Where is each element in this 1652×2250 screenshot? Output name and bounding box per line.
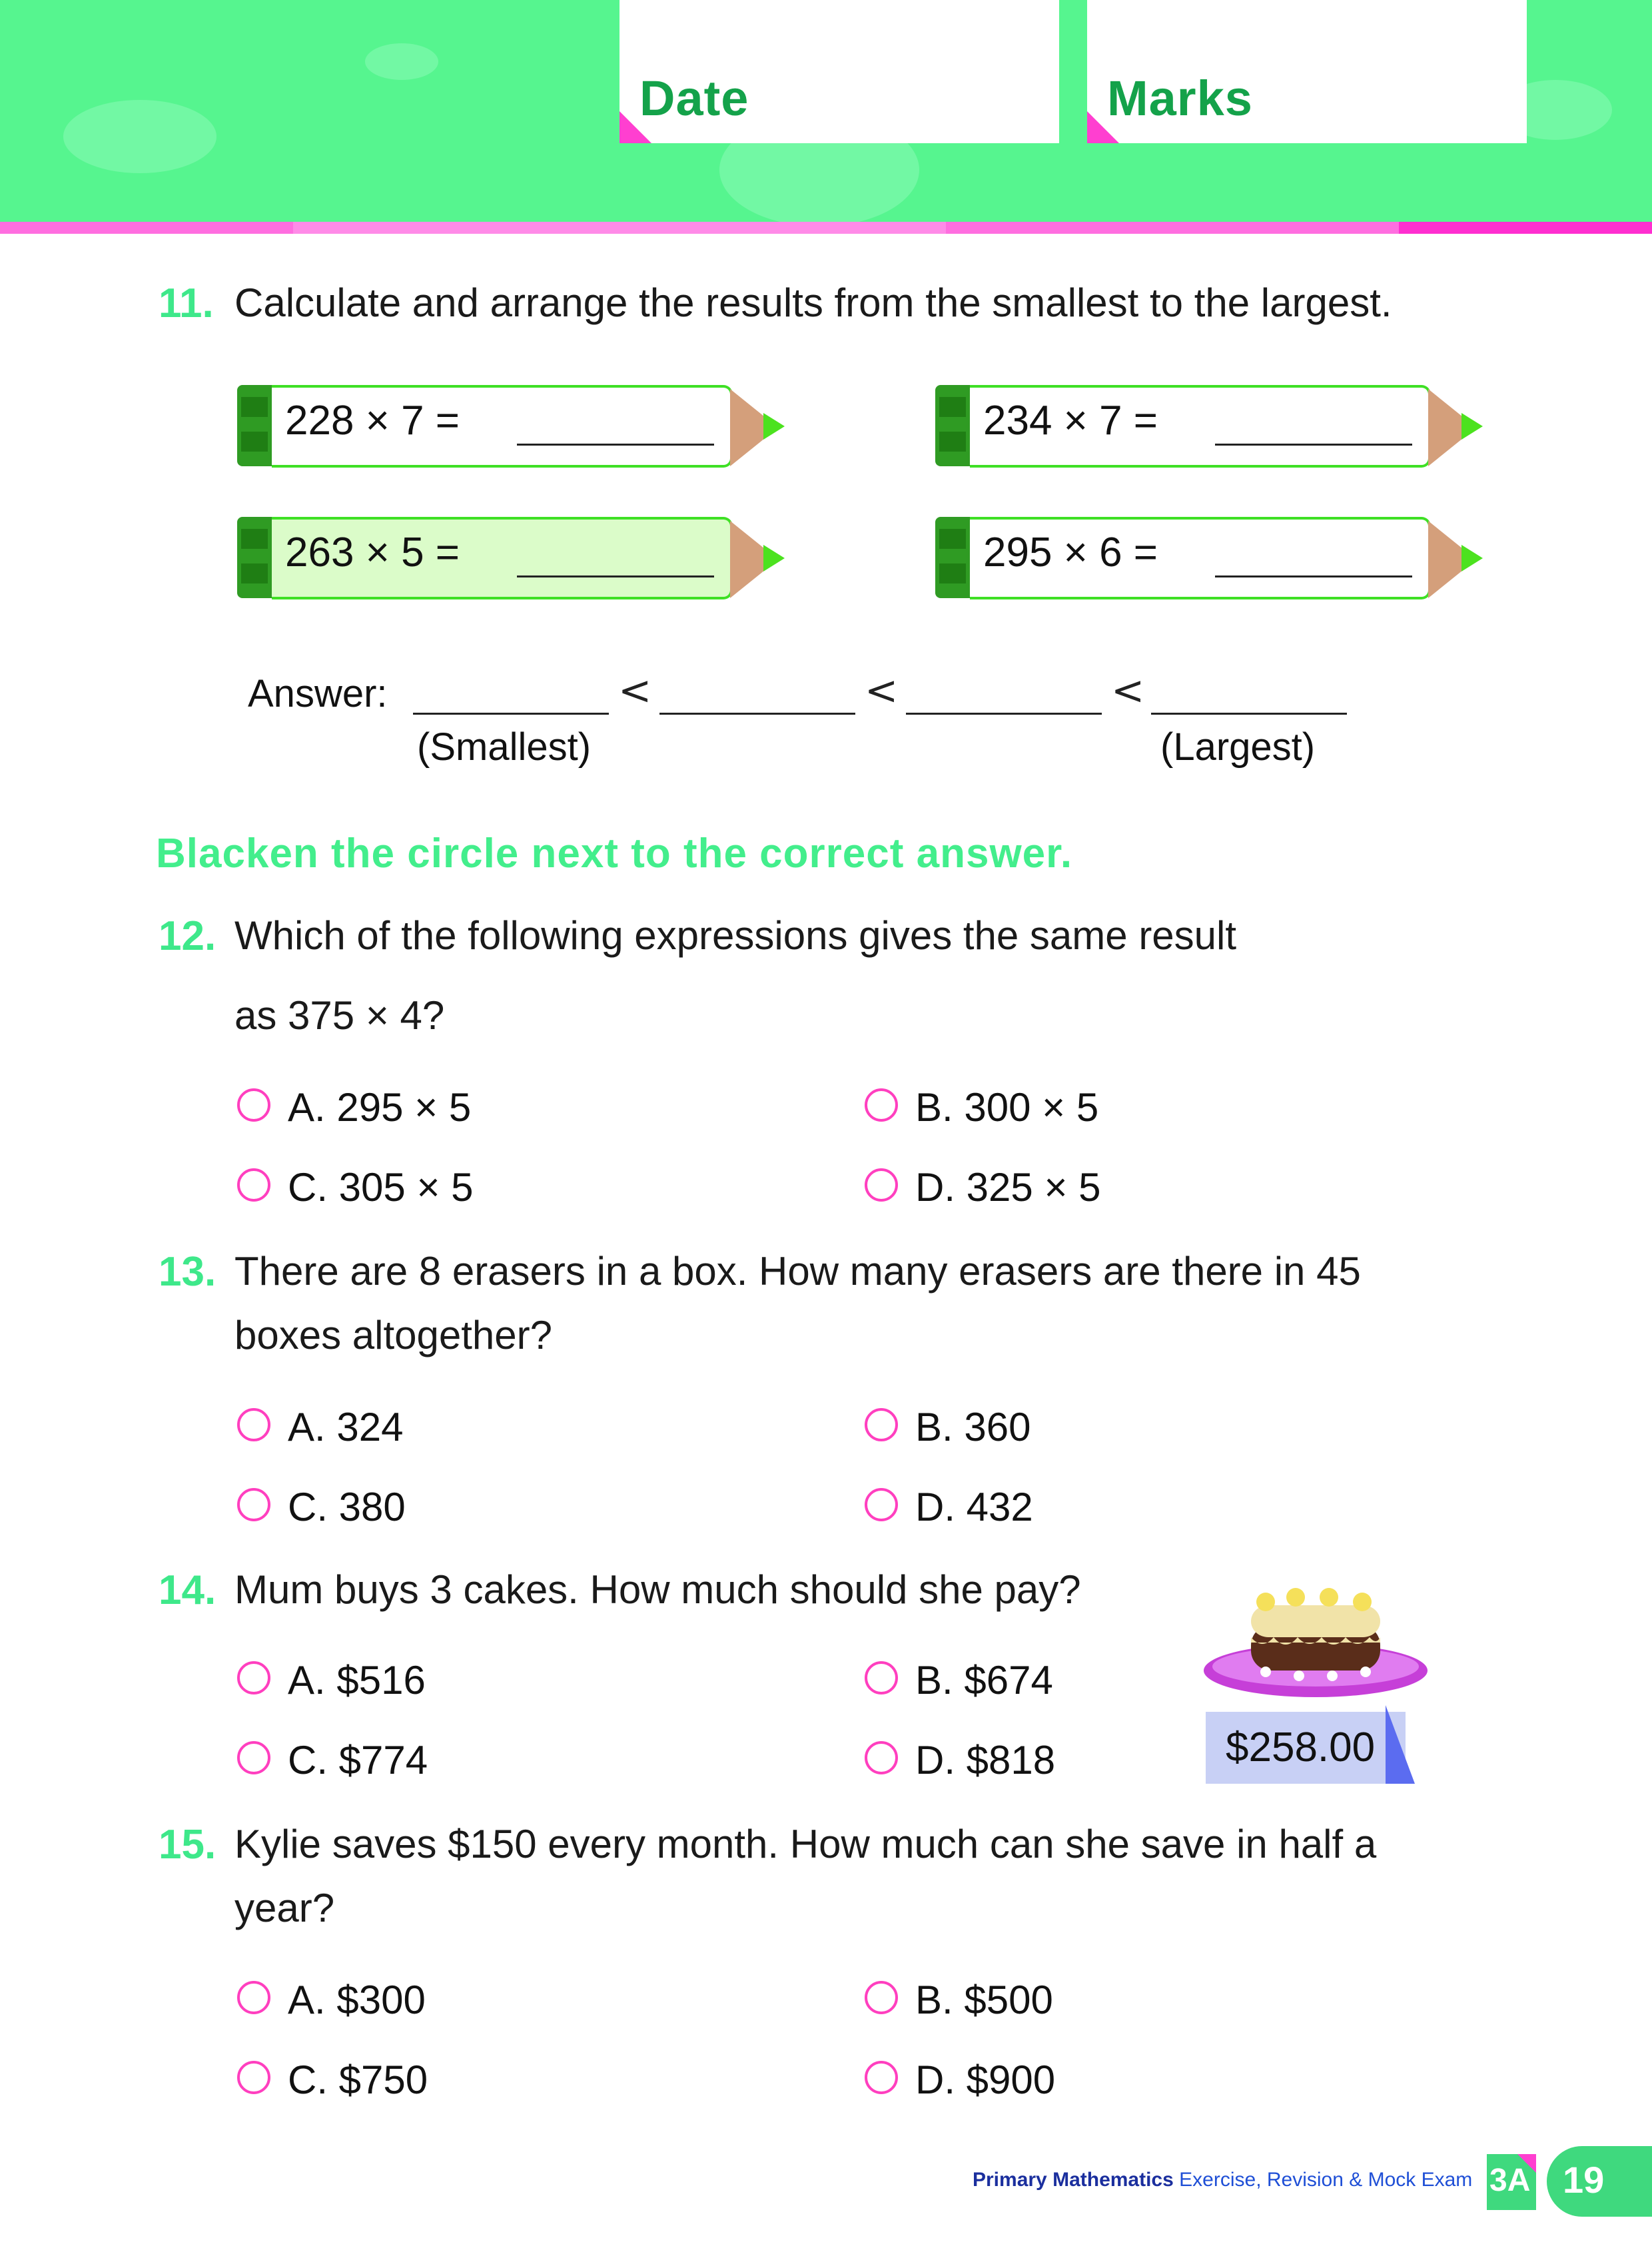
expression-text: 228 × 7 = bbox=[285, 398, 460, 444]
answer-blank[interactable] bbox=[659, 713, 855, 715]
answer-blank[interactable] bbox=[517, 575, 714, 577]
answer-blank[interactable] bbox=[1215, 575, 1412, 577]
question-text: Kylie saves $150 every month. How much can she save in half a bbox=[234, 1822, 1377, 1866]
answer-circle[interactable] bbox=[237, 1981, 270, 2014]
option-label: D. 432 bbox=[915, 1485, 1033, 1529]
answer-blank-largest[interactable] bbox=[1151, 713, 1347, 715]
date-label: Date bbox=[639, 71, 749, 126]
pencil-expression bbox=[237, 517, 797, 598]
price-tag-fold bbox=[1386, 1705, 1415, 1784]
less-than-sign: < bbox=[618, 667, 652, 714]
answer-circle[interactable] bbox=[865, 1741, 898, 1774]
answer-blank[interactable] bbox=[1215, 444, 1412, 446]
less-than-sign: < bbox=[1111, 667, 1145, 714]
question-number: 12. bbox=[159, 913, 216, 959]
pencil-tip bbox=[1461, 545, 1483, 571]
option-label: C. $774 bbox=[288, 1738, 428, 1782]
question-text: There are 8 erasers in a box. How many erasers are there in 45 bbox=[234, 1249, 1361, 1294]
option-label: D. 325 × 5 bbox=[915, 1165, 1101, 1210]
pencil-tip bbox=[763, 545, 785, 571]
answer-circle[interactable] bbox=[237, 2061, 270, 2094]
page-number: 19 bbox=[1563, 2159, 1605, 2201]
header-stripe-segment bbox=[1399, 222, 1652, 234]
pencil-cap bbox=[237, 517, 272, 598]
answer-circle[interactable] bbox=[237, 1088, 270, 1122]
option-label: C. $750 bbox=[288, 2058, 428, 2102]
question-text: Mum buys 3 cakes. How much should she pay? bbox=[234, 1567, 1081, 1612]
question-text-continued: year? bbox=[234, 1886, 335, 1930]
question-text: Calculate and arrange the results from the smallest to the largest. bbox=[234, 280, 1392, 325]
option-label: A. $516 bbox=[288, 1658, 426, 1702]
grade-label: 3A bbox=[1489, 2163, 1531, 2198]
marks-label: Marks bbox=[1107, 71, 1253, 126]
decor-blob bbox=[63, 100, 216, 173]
pencil-tip bbox=[763, 413, 785, 440]
answer-blank[interactable] bbox=[517, 444, 714, 446]
less-than-sign: < bbox=[865, 667, 899, 714]
answer-circle[interactable] bbox=[237, 1408, 270, 1441]
answer-circle[interactable] bbox=[237, 1661, 270, 1694]
option-label: A. 295 × 5 bbox=[288, 1085, 472, 1130]
option-label: D. $818 bbox=[915, 1738, 1056, 1782]
largest-label: (Largest) bbox=[1160, 725, 1316, 769]
answer-circle[interactable] bbox=[865, 1168, 898, 1202]
question-number: 11. bbox=[159, 280, 214, 326]
answer-circle[interactable] bbox=[865, 1661, 898, 1694]
section-instruction: Blacken the circle next to the correct answer. bbox=[156, 831, 1073, 877]
expression-text: 263 × 5 = bbox=[285, 530, 460, 575]
smallest-label: (Smallest) bbox=[417, 725, 592, 769]
answer-label: Answer: bbox=[248, 672, 388, 715]
footer-subtitle: Exercise, Revision & Mock Exam bbox=[1179, 2169, 1473, 2191]
option-label: B. $674 bbox=[915, 1658, 1053, 1702]
option-label: B. $500 bbox=[915, 1978, 1053, 2022]
question-text-continued: boxes altogether? bbox=[234, 1313, 553, 1357]
pencil-tip bbox=[1461, 413, 1483, 440]
corner-marker bbox=[620, 111, 651, 143]
answer-circle[interactable] bbox=[237, 1488, 270, 1521]
footer-title: Primary Mathematics bbox=[973, 2169, 1174, 2191]
question-number: 13. bbox=[159, 1249, 216, 1295]
option-label: B. 300 × 5 bbox=[915, 1085, 1099, 1130]
expression-text: 295 × 6 = bbox=[983, 530, 1158, 575]
option-label: D. $900 bbox=[915, 2058, 1056, 2102]
date-box[interactable] bbox=[620, 0, 1059, 143]
pencil-expression bbox=[935, 517, 1495, 598]
option-label: C. 305 × 5 bbox=[288, 1165, 474, 1210]
expression-text: 234 × 7 = bbox=[983, 398, 1158, 444]
answer-circle[interactable] bbox=[237, 1741, 270, 1774]
pencil-expression bbox=[935, 385, 1495, 466]
answer-circle[interactable] bbox=[865, 2061, 898, 2094]
footer-book-title bbox=[973, 2169, 1472, 2191]
question-number: 14. bbox=[159, 1567, 216, 1613]
question-text-continued: as 375 × 4? bbox=[234, 993, 445, 1038]
marks-box[interactable] bbox=[1087, 0, 1527, 143]
answer-circle[interactable] bbox=[865, 1088, 898, 1122]
answer-circle[interactable] bbox=[865, 1981, 898, 2014]
answer-circle[interactable] bbox=[865, 1408, 898, 1441]
answer-circle[interactable] bbox=[865, 1488, 898, 1521]
answer-blank-smallest[interactable] bbox=[413, 713, 609, 715]
pencil-expression bbox=[237, 385, 797, 466]
question-number: 15. bbox=[159, 1822, 216, 1868]
corner-marker bbox=[1087, 111, 1119, 143]
header-band bbox=[0, 0, 1652, 226]
option-label: A. 324 bbox=[288, 1405, 404, 1449]
option-label: C. 380 bbox=[288, 1485, 406, 1529]
answer-circle[interactable] bbox=[237, 1168, 270, 1202]
pencil-cap bbox=[935, 517, 970, 598]
option-label: A. $300 bbox=[288, 1978, 426, 2022]
pencil-cap bbox=[237, 385, 272, 466]
price-text: $258.00 bbox=[1226, 1724, 1376, 1770]
option-label: B. 360 bbox=[915, 1405, 1031, 1449]
question-text: Which of the following expressions gives the same result bbox=[234, 913, 1237, 958]
pencil-cap bbox=[935, 385, 970, 466]
header-stripe-segment bbox=[293, 222, 946, 234]
cake-icon bbox=[1199, 1579, 1432, 1712]
decor-blob bbox=[365, 43, 438, 80]
answer-blank[interactable] bbox=[906, 713, 1102, 715]
